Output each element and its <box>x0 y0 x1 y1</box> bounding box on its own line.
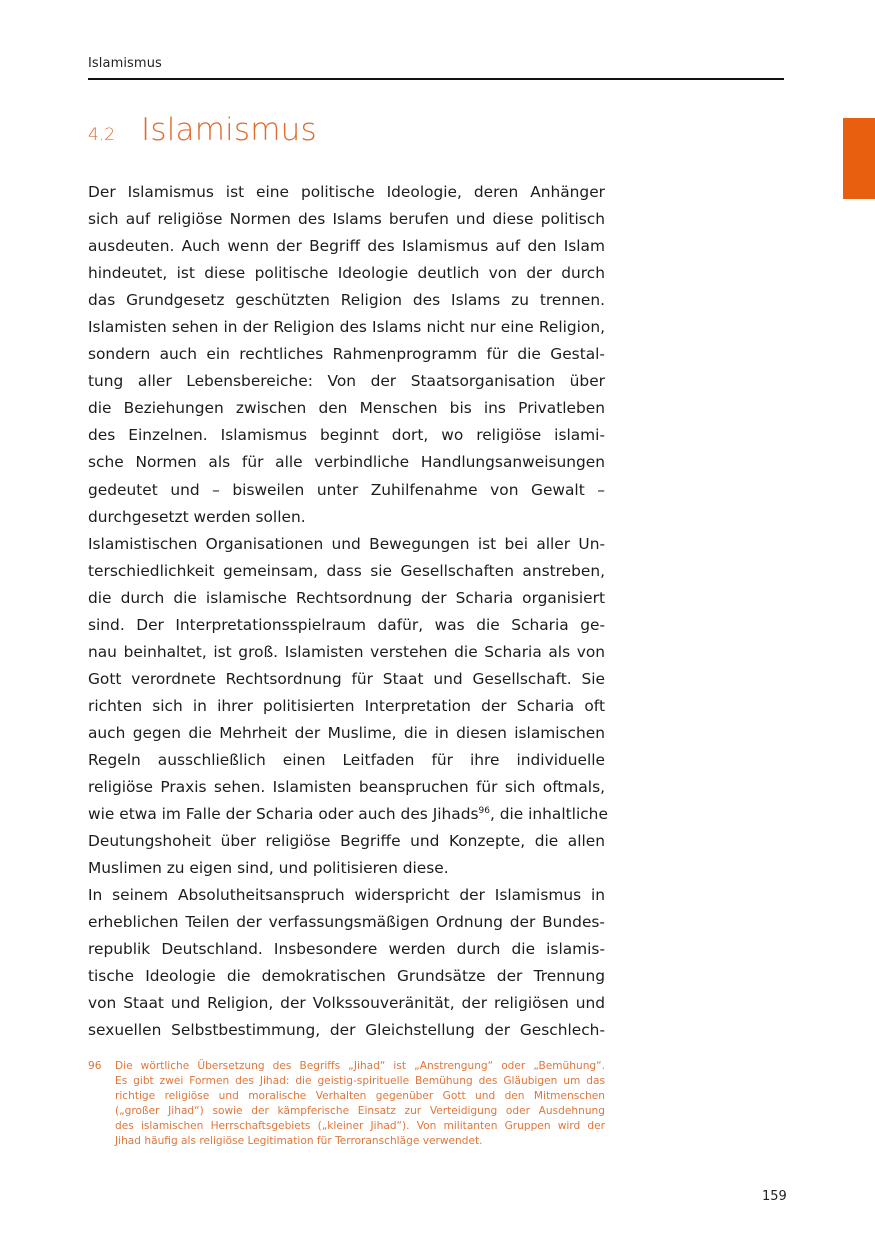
text-line: Regeln ausschließlich einen Leitfaden für ihre individuelle <box>88 750 605 769</box>
text-line: religiöse Praxis sehen. Islamisten beanspruchen für sich oftmals, <box>88 778 605 797</box>
text-line: tung aller Lebensbereiche: Von der Staatsorganisation über <box>88 372 605 391</box>
text-line: Islamistischen Organisationen und Bewegungen ist bei aller Un- <box>88 534 605 553</box>
text-line: tische Ideologie die demokratischen Grundsätze der Trennung <box>88 967 605 986</box>
text-line: durchgesetzt werden sollen. <box>88 507 306 526</box>
footnote-line: („großer Jihad“) sowie der kämpferische Einsatz zur Verteidigung oder Ausdehnung <box>115 1104 605 1117</box>
text-line: des Einzelnen. Islamismus beginnt dort, wo religiöse islami- <box>88 426 605 445</box>
text-line: erheblichen Teilen der verfassungsmäßigen Ordnung der Bundes- <box>88 913 605 932</box>
footnote-text <box>115 1059 605 1148</box>
text-line: ausdeuten. Auch wenn der Begriff des Islamismus auf den Islam <box>88 237 605 256</box>
header-rule <box>88 78 784 80</box>
section-number: 4.2 <box>88 125 116 145</box>
footnote-line: Die wörtliche Übersetzung des Begriffs „Jihad“ ist „Anstrengung“ oder „Bemühung“. <box>115 1060 605 1072</box>
text-line: die Beziehungen zwischen den Menschen bis ins Privatleben <box>88 399 605 418</box>
text-fragment: , die inhaltliche <box>489 805 608 824</box>
footnote-96 <box>88 1059 605 1148</box>
section-title: Islamismus <box>141 112 317 148</box>
text-line: sche Normen als für alle verbindliche Handlungsanweisungen <box>88 453 605 472</box>
text-line: sich auf religiöse Normen des Islams berufen und diese politisch <box>88 210 605 229</box>
text-line: Der Islamismus ist eine politische Ideologie, deren Anhänger <box>88 183 605 201</box>
footnote-line: richtige religiöse und moralische Verhalten gegenüber Gott und den Mitmenschen <box>115 1089 605 1102</box>
text-line: die durch die islamische Rechtsordnung der Scharia organisiert <box>88 588 605 607</box>
footnote-line: des islamischen Herrschaftsgebiets („kleiner Jihad“). Von militanten Gruppen wird der <box>115 1119 605 1132</box>
text-line: Deutungshoheit über religiöse Begriffe und Konzepte, die allen <box>88 832 605 851</box>
text-line: terschiedlichkeit gemeinsam, dass sie Gesellschaften anstreben, <box>88 561 605 580</box>
text-line: In seinem Absolutheitsanspruch widerspricht der Islamismus in <box>88 886 605 905</box>
footnote-line: Jihad häufig als religiöse Legitimation für Terroranschläge verwendet. <box>115 1134 483 1147</box>
text-fragment: wie etwa im Falle der Scharia oder auch des Jihads <box>88 805 479 824</box>
text-line: gedeutet und – bisweilen unter Zuhilfenahme von Gewalt – <box>88 480 605 499</box>
section-heading <box>88 112 317 148</box>
body-text <box>88 179 608 1045</box>
text-line: Islamisten sehen in der Religion des Islams nicht nur eine Religion, <box>88 318 605 337</box>
paragraph-2 <box>88 531 608 883</box>
text-line: von Staat und Religion, der Volkssouveränität, der religiösen und <box>88 994 605 1013</box>
text-line: hindeutet, ist diese politische Ideologie deutlich von der durch <box>88 264 605 283</box>
text-line: sondern auch ein rechtliches Rahmenprogramm für die Gestal- <box>88 345 605 364</box>
text-line: sind. Der Interpretationsspielraum dafür, was die Scharia ge- <box>88 615 605 634</box>
footnote-line: Es gibt zwei Formen des Jihad: die geistig-spirituelle Bemühung des Gläubigen um das <box>115 1074 605 1087</box>
paragraph-1 <box>88 179 605 531</box>
text-line: richten sich in ihrer politisierten Interpretation der Scharia oft <box>88 696 605 715</box>
text-line: sexuellen Selbstbestimmung, der Gleichstellung der Geschlech- <box>88 1021 605 1040</box>
text-line: nau beinhaltet, ist groß. Islamisten verstehen die Scharia als von <box>88 642 605 661</box>
chapter-tab-marker <box>843 118 875 199</box>
text-line: republik Deutschland. Insbesondere werden durch die islamis- <box>88 940 605 959</box>
text-line: Muslimen zu eigen sind, und politisieren diese. <box>88 859 449 878</box>
text-line: auch gegen die Mehrheit der Muslime, die in diesen islamischen <box>88 723 605 742</box>
footnote-number: 96 <box>88 1060 102 1072</box>
running-header: Islamismus <box>88 56 162 71</box>
paragraph-3 <box>88 882 605 1044</box>
page-number: 159 <box>762 1189 787 1204</box>
text-line: das Grundgesetz geschützten Religion des Islams zu trennen. <box>88 291 605 310</box>
footnote-reference[interactable]: 96 <box>478 806 490 817</box>
text-line: Gott verordnete Rechtsordnung für Staat und Gesellschaft. Sie <box>88 669 605 688</box>
text-line-with-footnote <box>88 801 608 828</box>
